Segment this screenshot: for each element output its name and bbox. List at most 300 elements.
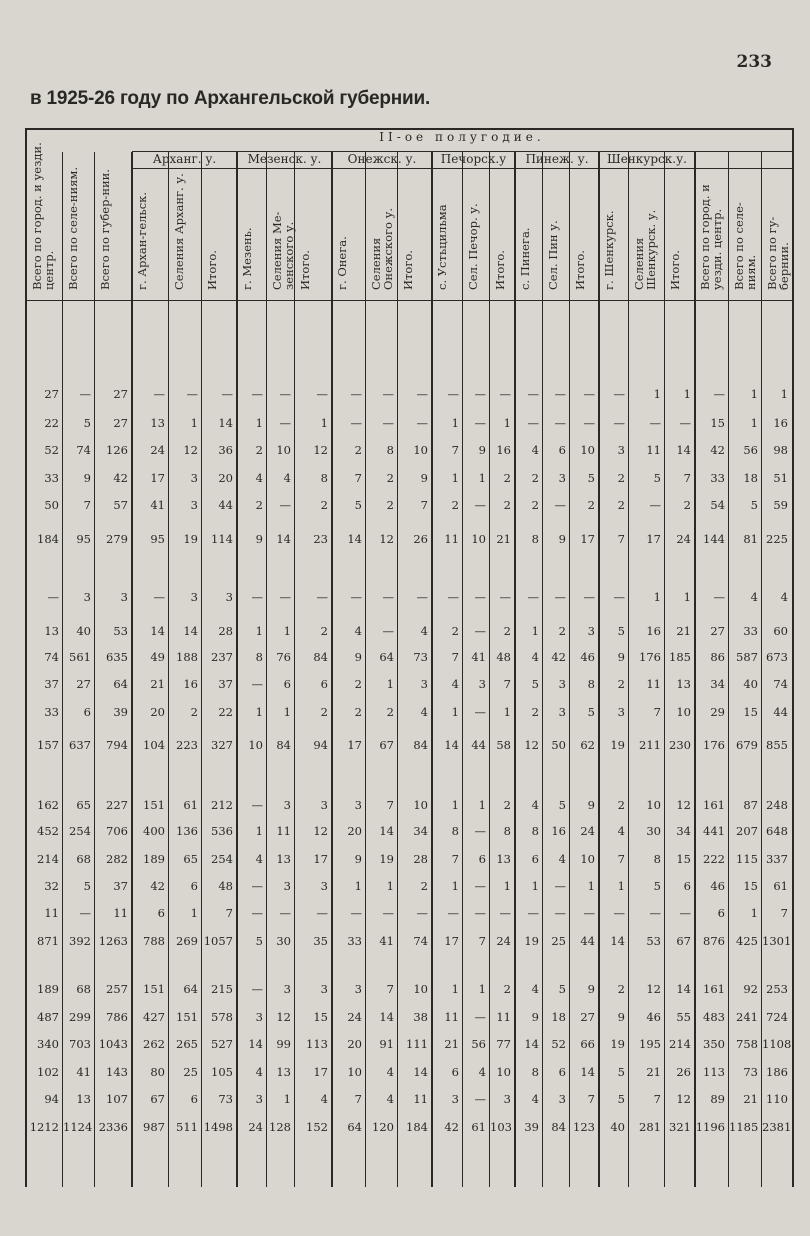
table-cell: 400	[143, 824, 165, 838]
column-header: Селения Онежского у.	[369, 207, 395, 290]
table-cell: 4	[283, 471, 291, 485]
table-cell: 5	[653, 879, 661, 893]
table-cell: 214	[37, 852, 59, 866]
table-cell: 257	[106, 982, 128, 996]
table-cell: 27	[710, 624, 725, 638]
table-cell: 7	[587, 1092, 595, 1106]
column-header: г. Шенкурск.	[602, 210, 616, 290]
table-cell: 28	[413, 852, 428, 866]
table-cell: 8	[320, 471, 328, 485]
table-cell: 1	[354, 879, 362, 893]
table-row	[27, 982, 792, 1004]
table-cell: 37	[218, 677, 233, 691]
table-cell: 25	[551, 934, 566, 948]
table-cell: 2	[451, 498, 459, 512]
column-header: Всего по губер-нии.	[98, 169, 112, 290]
table-cell: 2336	[98, 1120, 128, 1134]
table-cell: 11	[276, 824, 291, 838]
table-cell: —	[279, 590, 291, 604]
table-cell: 487	[37, 1010, 59, 1024]
table-cell: 222	[703, 852, 725, 866]
table-cell: 74	[773, 677, 788, 691]
table-cell: 1	[255, 416, 263, 430]
table-cell: 758	[736, 1037, 758, 1051]
table-cell: 7	[225, 906, 233, 920]
table-row	[27, 498, 792, 520]
table-cell: 98	[773, 443, 788, 457]
table-cell: 12	[183, 443, 198, 457]
table-cell: 19	[524, 934, 539, 948]
table-cell: 327	[211, 738, 233, 752]
table-cell: 24	[347, 1010, 362, 1024]
table-cell: 2	[190, 705, 198, 719]
table-cell: 14	[379, 824, 394, 838]
table-cell: 4	[750, 590, 758, 604]
table-cell: —	[251, 677, 263, 691]
table-cell: 2	[617, 677, 625, 691]
table-cell: 11	[113, 906, 128, 920]
table-cell: 20	[218, 471, 233, 485]
table-row	[27, 879, 792, 901]
table-row	[27, 705, 792, 727]
table-cell: 1	[320, 416, 328, 430]
table-cell: 14	[524, 1037, 539, 1051]
table-cell: 10	[413, 982, 428, 996]
table-cell: 21	[743, 1092, 758, 1106]
table-cell: 1	[531, 879, 539, 893]
table-cell: 425	[736, 934, 758, 948]
table-cell: 14	[347, 532, 362, 546]
table-cell: 1	[190, 416, 198, 430]
table-cell: —	[251, 387, 263, 401]
table-cell: —	[153, 590, 165, 604]
column-header: г. Архан-гельск.	[135, 192, 149, 290]
table-cell: 185	[669, 650, 691, 664]
table-cell: 2	[617, 471, 625, 485]
table-cell: 3	[558, 705, 566, 719]
column-header: Итого.	[298, 250, 312, 290]
table-cell: —	[649, 416, 661, 430]
table-cell: 648	[766, 824, 788, 838]
table-cell: 561	[69, 650, 91, 664]
table-cell: —	[474, 590, 486, 604]
table-cell: 42	[444, 1120, 459, 1134]
table-cell: 34	[413, 824, 428, 838]
table-cell: 6	[190, 879, 198, 893]
table-cell: —	[499, 387, 511, 401]
table-cell: 1	[750, 416, 758, 430]
table-cell: 2	[531, 705, 539, 719]
table-cell: 6	[717, 906, 725, 920]
table-cell: 10	[676, 705, 691, 719]
table-cell: 3	[83, 590, 91, 604]
table-cell: 16	[646, 624, 661, 638]
table-cell: 157	[37, 738, 59, 752]
table-cell: 184	[406, 1120, 428, 1134]
table-cell: 1	[653, 387, 661, 401]
table-cell: 186	[766, 1065, 788, 1079]
table-cell: —	[447, 387, 459, 401]
table-cell: 1	[478, 798, 486, 812]
table-cell: 8	[531, 824, 539, 838]
table-cell: —	[474, 387, 486, 401]
table-cell: 14	[444, 738, 459, 752]
table-cell: 225	[766, 532, 788, 546]
table-cell: 7	[83, 498, 91, 512]
table-cell: 3	[255, 1092, 263, 1106]
table-cell: 6	[83, 705, 91, 719]
table-cell: 3	[190, 471, 198, 485]
table-cell: 7	[503, 677, 511, 691]
table-cell: 679	[736, 738, 758, 752]
table-cell: 5	[617, 1065, 625, 1079]
table-cell: 41	[471, 650, 486, 664]
table-cell: 86	[710, 650, 725, 664]
table-cell: —	[474, 1092, 486, 1106]
table-cell: —	[474, 879, 486, 893]
table-cell: 4	[617, 824, 625, 838]
table-cell: 1	[451, 416, 459, 430]
table-cell: 151	[143, 798, 165, 812]
district-group-header: Шенкурск.у.	[607, 152, 687, 166]
table-cell: 4	[420, 624, 428, 638]
table-cell: 48	[218, 879, 233, 893]
table-cell: 161	[703, 982, 725, 996]
table-row	[27, 1120, 792, 1142]
table-cell: 11	[496, 1010, 511, 1024]
table-cell: 12	[313, 443, 328, 457]
table-cell: 1	[478, 471, 486, 485]
column-header: г. Онега.	[335, 236, 349, 290]
table-cell: 1	[587, 879, 595, 893]
table-cell: 42	[551, 650, 566, 664]
table-cell: 392	[69, 934, 91, 948]
table-cell: 2	[531, 471, 539, 485]
table-cell: —	[713, 387, 725, 401]
table-cell: 24	[150, 443, 165, 457]
table-cell: 3	[354, 798, 362, 812]
table-cell: 2381	[762, 1120, 792, 1134]
table-cell: 39	[113, 705, 128, 719]
table-cell: 8	[503, 824, 511, 838]
table-cell: 11	[413, 1092, 428, 1106]
table-cell: 3	[558, 677, 566, 691]
table-cell: 4	[354, 624, 362, 638]
table-cell: 12	[276, 1010, 291, 1024]
table-cell: —	[279, 906, 291, 920]
column-header: Всего по город. и уезди. центр.	[698, 184, 724, 290]
table-cell: 46	[646, 1010, 661, 1024]
table-cell: 18	[743, 471, 758, 485]
table-cell: 673	[766, 650, 788, 664]
table-cell: —	[153, 387, 165, 401]
table-cell: 19	[183, 532, 198, 546]
table-cell: 21	[444, 1037, 459, 1051]
table-cell: 3	[320, 798, 328, 812]
table-cell: 11	[444, 532, 459, 546]
table-cell: —	[316, 906, 328, 920]
table-cell: 113	[703, 1065, 725, 1079]
table-cell: 152	[306, 1120, 328, 1134]
table-cell: 28	[218, 624, 233, 638]
table-cell: 188	[176, 650, 198, 664]
table-row	[27, 798, 792, 820]
table-cell: —	[350, 387, 362, 401]
table-cell: 3	[255, 1010, 263, 1024]
table-cell: 13	[76, 1092, 91, 1106]
table-cell: 15	[710, 416, 725, 430]
table-cell: 14	[413, 1065, 428, 1079]
half-year-header: II-ое полугодие.	[379, 130, 545, 144]
table-cell: —	[527, 387, 539, 401]
table-cell: 3	[190, 498, 198, 512]
column-header: Итого.	[668, 250, 682, 290]
table-cell: 25	[183, 1065, 198, 1079]
table-cell: 987	[143, 1120, 165, 1134]
table-cell: 2	[320, 705, 328, 719]
table-cell: 1	[750, 387, 758, 401]
table-cell: 102	[37, 1065, 59, 1079]
table-cell: 16	[183, 677, 198, 691]
table-cell: 282	[106, 852, 128, 866]
table-cell: —	[583, 387, 595, 401]
table-cell: 1185	[729, 1120, 759, 1134]
table-cell: —	[583, 416, 595, 430]
table-cell: —	[316, 387, 328, 401]
district-group-header: Онежск. у.	[347, 152, 417, 166]
page-title: в 1925-26 году по Архангельской губернии.	[30, 88, 431, 109]
table-cell: 34	[676, 824, 691, 838]
table-cell: —	[416, 906, 428, 920]
table-cell: 30	[276, 934, 291, 948]
table-cell: 16	[551, 824, 566, 838]
column-header: Сел. Печор. у.	[466, 203, 480, 290]
table-cell: 7	[653, 705, 661, 719]
table-cell: 1	[451, 471, 459, 485]
table-cell: 4	[255, 852, 263, 866]
table-cell: —	[527, 590, 539, 604]
table-cell: 6	[190, 1092, 198, 1106]
table-cell: 64	[347, 1120, 362, 1134]
table-cell: 2	[503, 798, 511, 812]
table-cell: 5	[558, 798, 566, 812]
table-cell: 2	[386, 705, 394, 719]
column-header: Селения Арханг. у.	[172, 173, 186, 290]
table-cell: 254	[69, 824, 91, 838]
table-cell: 54	[710, 498, 725, 512]
table-cell: 230	[669, 738, 691, 752]
table-cell: 786	[106, 1010, 128, 1024]
table-cell: 3	[320, 879, 328, 893]
table-cell: 33	[743, 624, 758, 638]
table-cell: 189	[143, 852, 165, 866]
table-cell: 67	[379, 738, 394, 752]
table-cell: 66	[580, 1037, 595, 1051]
table-cell: 483	[703, 1010, 725, 1024]
table-cell: 7	[478, 934, 486, 948]
table-row	[27, 443, 792, 465]
table-cell: —	[251, 798, 263, 812]
table-cell: 5	[354, 498, 362, 512]
table-cell: 6	[683, 879, 691, 893]
table-cell: 3	[283, 798, 291, 812]
table-cell: 24	[248, 1120, 263, 1134]
table-cell: 340	[37, 1037, 59, 1051]
table-row	[27, 677, 792, 699]
table-cell: —	[350, 590, 362, 604]
table-cell: 36	[218, 443, 233, 457]
table-cell: —	[382, 387, 394, 401]
table-cell: 13	[676, 677, 691, 691]
table-cell: 5	[587, 705, 595, 719]
table-cell: 9	[83, 471, 91, 485]
table-cell: 84	[551, 1120, 566, 1134]
table-cell: 38	[413, 1010, 428, 1024]
table-cell: —	[613, 416, 625, 430]
table-cell: 84	[413, 738, 428, 752]
table-cell: 2	[617, 498, 625, 512]
table-cell: 4	[531, 798, 539, 812]
table-cell: 2	[683, 498, 691, 512]
table-cell: 14	[248, 1037, 263, 1051]
table-cell: 5	[255, 934, 263, 948]
table-cell: 10	[646, 798, 661, 812]
table-cell: 161	[703, 798, 725, 812]
table-cell: 37	[44, 677, 59, 691]
table-cell: 9	[354, 852, 362, 866]
table-cell: 1	[617, 879, 625, 893]
table-cell: 162	[37, 798, 59, 812]
table-cell: 350	[703, 1037, 725, 1051]
table-cell: —	[554, 906, 566, 920]
table-cell: 427	[143, 1010, 165, 1024]
district-group-header: Печорск.у	[440, 152, 507, 166]
table-cell: 1	[750, 906, 758, 920]
table-cell: 1	[531, 624, 539, 638]
table-cell: 51	[773, 471, 788, 485]
table-cell: 67	[150, 1092, 165, 1106]
table-cell: 91	[379, 1037, 394, 1051]
table-cell: 9	[587, 982, 595, 996]
table-cell: 40	[76, 624, 91, 638]
table-cell: 113	[306, 1037, 328, 1051]
table-cell: 81	[743, 532, 758, 546]
table-cell: 1	[255, 824, 263, 838]
table-cell: 94	[313, 738, 328, 752]
table-cell: 452	[37, 824, 59, 838]
table-cell: —	[279, 387, 291, 401]
table-cell: 151	[143, 982, 165, 996]
table-cell: 9	[255, 532, 263, 546]
table-cell: 337	[766, 852, 788, 866]
table-cell: 8	[587, 677, 595, 691]
table-cell: 17	[580, 532, 595, 546]
table-cell: 176	[639, 650, 661, 664]
table-cell: 578	[211, 1010, 233, 1024]
table-cell: 706	[106, 824, 128, 838]
table-cell: 2	[354, 705, 362, 719]
table-cell: 6	[157, 906, 165, 920]
table-cell: 1057	[203, 934, 233, 948]
table-cell: 27	[44, 387, 59, 401]
table-cell: 14	[379, 1010, 394, 1024]
table-cell: 4	[478, 1065, 486, 1079]
table-cell: 2	[617, 982, 625, 996]
table-cell: 3	[558, 1092, 566, 1106]
table-cell: 53	[113, 624, 128, 638]
table-cell: 703	[69, 1037, 91, 1051]
table-cell: 10	[347, 1065, 362, 1079]
table-cell: 44	[773, 705, 788, 719]
table-cell: 18	[551, 1010, 566, 1024]
table-cell: 74	[44, 650, 59, 664]
table-cell: 84	[276, 738, 291, 752]
table-cell: 4	[420, 705, 428, 719]
header-rule	[132, 168, 792, 169]
table-cell: 104	[143, 738, 165, 752]
table-cell: 1	[283, 624, 291, 638]
table-cell: 788	[143, 934, 165, 948]
table-cell: 189	[37, 982, 59, 996]
table-cell: 1	[451, 879, 459, 893]
table-cell: 103	[490, 1120, 512, 1134]
table-cell: 2	[587, 498, 595, 512]
table-cell: 8	[653, 852, 661, 866]
table-row	[27, 1092, 792, 1114]
table-cell: 1	[503, 705, 511, 719]
table-cell: 5	[653, 471, 661, 485]
table-cell: 128	[269, 1120, 291, 1134]
table-cell: 68	[76, 852, 91, 866]
table-cell: 1301	[762, 934, 792, 948]
table-cell: 12	[524, 738, 539, 752]
table-cell: 64	[113, 677, 128, 691]
table-cell: 9	[587, 798, 595, 812]
table-cell: 39	[524, 1120, 539, 1134]
table-cell: 84	[313, 650, 328, 664]
table-cell: 2	[320, 624, 328, 638]
table-cell: 95	[76, 532, 91, 546]
table-cell: 5	[587, 471, 595, 485]
table-cell: 4	[320, 1092, 328, 1106]
table-cell: 74	[413, 934, 428, 948]
table-cell: —	[474, 824, 486, 838]
column-header: Итого.	[493, 250, 507, 290]
table-cell: 29	[710, 705, 725, 719]
table-cell: 56	[471, 1037, 486, 1051]
table-cell: 144	[703, 532, 725, 546]
table-cell: 5	[617, 624, 625, 638]
page-number: 233	[736, 52, 772, 72]
table-cell: 7	[451, 650, 459, 664]
table-cell: 10	[248, 738, 263, 752]
table-cell: 53	[646, 934, 661, 948]
table-cell: —	[279, 416, 291, 430]
table-cell: 3	[354, 982, 362, 996]
table-cell: 212	[211, 798, 233, 812]
table-row	[27, 1010, 792, 1032]
table-cell: —	[416, 387, 428, 401]
table-cell: 4	[531, 982, 539, 996]
table-cell: 17	[444, 934, 459, 948]
table-cell: 4	[531, 443, 539, 457]
table-cell: 262	[143, 1037, 165, 1051]
table-cell: 32	[44, 879, 59, 893]
table-cell: 3	[320, 982, 328, 996]
table-cell: —	[499, 590, 511, 604]
table-cell: 4	[531, 650, 539, 664]
table-cell: 14	[676, 982, 691, 996]
